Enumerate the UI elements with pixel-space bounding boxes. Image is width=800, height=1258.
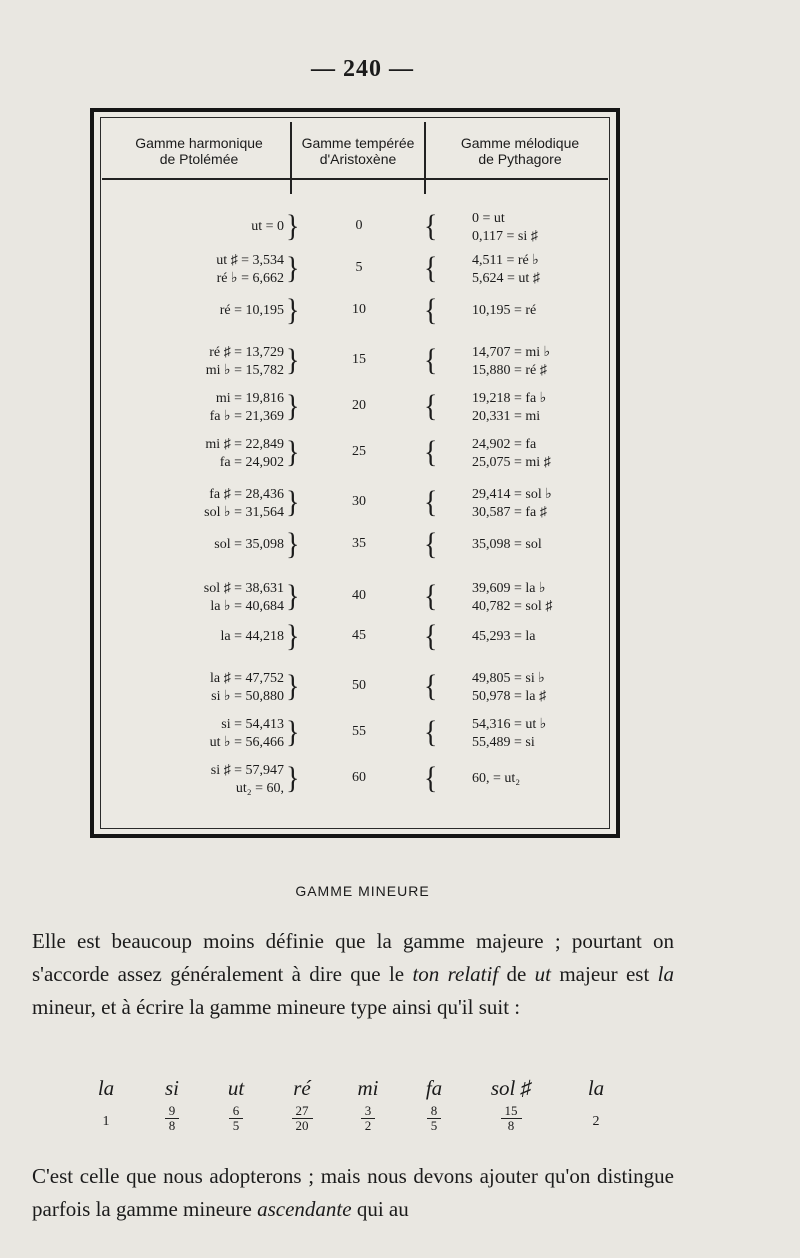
ratio-numerator: 6 bbox=[232, 1103, 240, 1118]
pythagore-value: 30,587 = fa ♯ bbox=[472, 505, 547, 520]
pythagore-value: 54,316 = ut ♭ bbox=[472, 717, 547, 732]
aristoxene-value: 50 bbox=[352, 678, 366, 693]
closing-brace: } bbox=[286, 619, 300, 654]
pythagore-value: 50,978 = la ♯ bbox=[472, 689, 546, 704]
ratio-denominator: 8 bbox=[165, 1118, 180, 1133]
note-name: sol ♯ bbox=[490, 1076, 532, 1100]
pythagore-cell bbox=[472, 390, 612, 426]
ptolemee-cell bbox=[94, 762, 284, 798]
paragraph-minor-scale: Elle est beaucoup moins définie que la gamme majeure ; pourtant on s'accorde assez généralement à dire que le ton relatif de ut majeur est la mineur, et à écrire la gamme mineure type ainsi qu'il suit : bbox=[32, 929, 674, 1019]
pythagore-value: 19,218 = fa ♭ bbox=[472, 391, 547, 406]
note-ratio bbox=[427, 1104, 442, 1133]
ptolemee-value: la ♯ = 47,752 bbox=[210, 671, 284, 686]
pythagore-value: 10,195 = ré bbox=[472, 303, 537, 318]
ratio-numerator: 8 bbox=[430, 1103, 438, 1118]
scale-note bbox=[408, 1076, 460, 1135]
pythagore-value: 15,880 = ré ♯ bbox=[472, 363, 547, 378]
ptolemee-value: si ♯ = 57,947 bbox=[210, 763, 284, 778]
closing-brace: } bbox=[286, 527, 300, 562]
aristoxene-value: 30 bbox=[352, 494, 366, 509]
note-ratio bbox=[292, 1104, 313, 1133]
ptolemee-value: ut ♭ = 56,466 bbox=[209, 735, 284, 750]
ptolemee-value: mi ♭ = 15,782 bbox=[205, 363, 284, 378]
pythagore-value: 45,293 = la bbox=[472, 629, 536, 644]
pythagore-value: 24,902 = fa bbox=[472, 437, 537, 452]
ratio-numerator: 27 bbox=[295, 1103, 309, 1118]
ptolemee-value: sol ♯ = 38,631 bbox=[203, 581, 284, 596]
scale-note bbox=[570, 1076, 622, 1130]
aristoxene-value: 60 bbox=[352, 770, 366, 785]
note-name: ut bbox=[227, 1076, 245, 1100]
pythagore-cell bbox=[472, 536, 612, 554]
ptolemee-cell bbox=[94, 716, 284, 752]
pythagore-value: 4,511 = ré ♭ bbox=[472, 253, 539, 268]
note-ratio: 2 bbox=[592, 1114, 600, 1129]
note-ratio bbox=[501, 1104, 522, 1133]
ptolemee-value: ut ♯ = 3,534 bbox=[216, 253, 284, 268]
ptolemee-value: mi = 19,816 bbox=[215, 391, 284, 406]
opening-brace: { bbox=[424, 579, 438, 614]
scale-note bbox=[276, 1076, 328, 1135]
ratio-denominator: 5 bbox=[229, 1118, 244, 1133]
ptolemee-cell bbox=[94, 252, 284, 288]
ptolemee-value: si = 54,413 bbox=[221, 717, 284, 732]
ptolemee-value: la = 44,218 bbox=[220, 629, 284, 644]
pythagore-cell bbox=[472, 628, 612, 646]
aristoxene-value: 20 bbox=[352, 398, 366, 413]
note-name: la bbox=[97, 1076, 115, 1100]
scale-note bbox=[210, 1076, 262, 1135]
aristoxene-value: 40 bbox=[352, 588, 366, 603]
note-ratio: 1 bbox=[102, 1114, 110, 1129]
pythagore-value: 35,098 = sol bbox=[472, 537, 542, 552]
pythagore-cell bbox=[472, 252, 612, 288]
ptolemee-value: fa = 24,902 bbox=[219, 455, 284, 470]
pythagore-cell bbox=[472, 580, 612, 616]
pythagore-value: 14,707 = mi ♭ bbox=[472, 345, 551, 360]
header-aristoxene: Gamme tempérée d'Aristoxène bbox=[301, 135, 415, 167]
closing-brace: } bbox=[286, 209, 300, 244]
ptolemee-value: ut₂ = 60, bbox=[235, 781, 284, 796]
pythagore-value: 39,609 = la ♭ bbox=[472, 581, 546, 596]
ptolemee-cell bbox=[94, 302, 284, 320]
closing-brace: } bbox=[286, 485, 300, 520]
opening-brace: { bbox=[424, 389, 438, 424]
opening-brace: { bbox=[424, 527, 438, 562]
ptolemee-cell bbox=[94, 486, 284, 522]
pythagore-value: 49,805 = si ♭ bbox=[472, 671, 545, 686]
pythagore-cell bbox=[472, 716, 612, 752]
aristoxene-value: 55 bbox=[352, 724, 366, 739]
aristoxene-value: 0 bbox=[355, 218, 363, 233]
header-ptolemee: Gamme harmonique de Ptolémée bbox=[135, 135, 263, 167]
pythagore-cell bbox=[472, 770, 612, 788]
closing-brace: } bbox=[286, 389, 300, 424]
minor-scale-ratios bbox=[80, 1076, 640, 1146]
note-ratio bbox=[361, 1104, 376, 1133]
ratio-denominator: 5 bbox=[427, 1118, 442, 1133]
scale-note bbox=[80, 1076, 132, 1130]
aristoxene-value: 15 bbox=[352, 352, 366, 367]
note-ratio bbox=[165, 1104, 180, 1133]
aristoxene-value: 35 bbox=[352, 536, 366, 551]
ptolemee-cell bbox=[94, 580, 284, 616]
pythagore-value: 40,782 = sol ♯ bbox=[472, 599, 553, 614]
ptolemee-value: la ♭ = 40,684 bbox=[210, 599, 284, 614]
ratio-denominator: 20 bbox=[292, 1118, 313, 1133]
closing-brace: } bbox=[286, 435, 300, 470]
ratio-numerator: 9 bbox=[168, 1103, 176, 1118]
pythagore-cell bbox=[472, 302, 612, 320]
ptolemee-value: sol ♭ = 31,564 bbox=[204, 505, 284, 520]
figure-caption: GAMME MINEURE bbox=[295, 883, 430, 899]
opening-brace: { bbox=[424, 343, 438, 378]
ratio-numerator: 15 bbox=[504, 1103, 518, 1118]
pythagore-value: 20,331 = mi bbox=[472, 409, 541, 424]
paragraph-ascending: C'est celle que nous adopterons ; mais nous devons ajouter qu'on distingue parfois la gamme mineure ascendante qui au bbox=[32, 1164, 674, 1221]
scale-comparison-table bbox=[90, 108, 620, 838]
opening-brace: { bbox=[424, 485, 438, 520]
opening-brace: { bbox=[424, 209, 438, 244]
opening-brace: { bbox=[424, 293, 438, 328]
opening-brace: { bbox=[424, 251, 438, 286]
closing-brace: } bbox=[286, 669, 300, 704]
note-name: si bbox=[164, 1076, 179, 1100]
page-number: — 240 — bbox=[311, 56, 414, 82]
ptolemee-cell bbox=[94, 628, 284, 646]
closing-brace: } bbox=[286, 343, 300, 378]
opening-brace: { bbox=[424, 761, 438, 796]
pythagore-cell bbox=[472, 344, 612, 380]
opening-brace: { bbox=[424, 669, 438, 704]
ptolemee-value: ut = 0 bbox=[251, 219, 284, 234]
aristoxene-value: 10 bbox=[352, 302, 366, 317]
pythagore-cell bbox=[472, 486, 612, 522]
closing-brace: } bbox=[286, 293, 300, 328]
ratio-denominator: 8 bbox=[501, 1118, 522, 1133]
ptolemee-value: mi ♯ = 22,849 bbox=[205, 437, 284, 452]
scale-note bbox=[146, 1076, 198, 1135]
pythagore-value: 29,414 = sol ♭ bbox=[472, 487, 552, 502]
note-ratio bbox=[229, 1104, 244, 1133]
ptolemee-cell bbox=[94, 436, 284, 472]
ptolemee-cell bbox=[94, 670, 284, 706]
aristoxene-value: 45 bbox=[352, 628, 366, 643]
ptolemee-cell bbox=[94, 218, 284, 236]
note-name: fa bbox=[425, 1076, 443, 1100]
note-name: ré bbox=[293, 1076, 311, 1100]
ptolemee-cell bbox=[94, 390, 284, 426]
header-rule bbox=[102, 178, 608, 180]
pythagore-cell bbox=[472, 210, 612, 246]
aristoxene-value: 5 bbox=[355, 260, 363, 275]
scale-note bbox=[485, 1076, 537, 1135]
ptolemee-value: fa ♯ = 28,436 bbox=[209, 487, 284, 502]
ptolemee-cell bbox=[94, 536, 284, 554]
ratio-denominator: 2 bbox=[361, 1118, 376, 1133]
pythagore-cell bbox=[472, 670, 612, 706]
pythagore-value: 0,117 = si ♯ bbox=[472, 229, 538, 244]
ptolemee-value: fa ♭ = 21,369 bbox=[209, 409, 284, 424]
pythagore-value: 25,075 = mi ♯ bbox=[472, 455, 551, 470]
ptolemee-value: ré = 10,195 bbox=[219, 303, 284, 318]
opening-brace: { bbox=[424, 435, 438, 470]
closing-brace: } bbox=[286, 715, 300, 750]
opening-brace: { bbox=[424, 619, 438, 654]
opening-brace: { bbox=[424, 715, 438, 750]
pythagore-cell bbox=[472, 436, 612, 472]
pythagore-value: 0 = ut bbox=[472, 211, 505, 226]
closing-brace: } bbox=[286, 761, 300, 796]
pythagore-value: 55,489 = si bbox=[472, 735, 535, 750]
ptolemee-value: ré ♭ = 6,662 bbox=[216, 271, 284, 286]
note-name: la bbox=[587, 1076, 605, 1100]
pythagore-value: 60, = ut₂ bbox=[472, 771, 521, 786]
ptolemee-cell bbox=[94, 344, 284, 380]
ratio-numerator: 3 bbox=[364, 1103, 372, 1118]
closing-brace: } bbox=[286, 579, 300, 614]
header-pythagore: Gamme mélodique de Pythagore bbox=[460, 135, 580, 167]
ptolemee-value: ré ♯ = 13,729 bbox=[209, 345, 284, 360]
ptolemee-value: sol = 35,098 bbox=[214, 537, 284, 552]
pythagore-value: 5,624 = ut ♯ bbox=[472, 271, 540, 286]
scale-note bbox=[342, 1076, 394, 1135]
ptolemee-value: si ♭ = 50,880 bbox=[211, 689, 284, 704]
closing-brace: } bbox=[286, 251, 300, 286]
aristoxene-value: 25 bbox=[352, 444, 366, 459]
note-name: mi bbox=[357, 1076, 379, 1100]
